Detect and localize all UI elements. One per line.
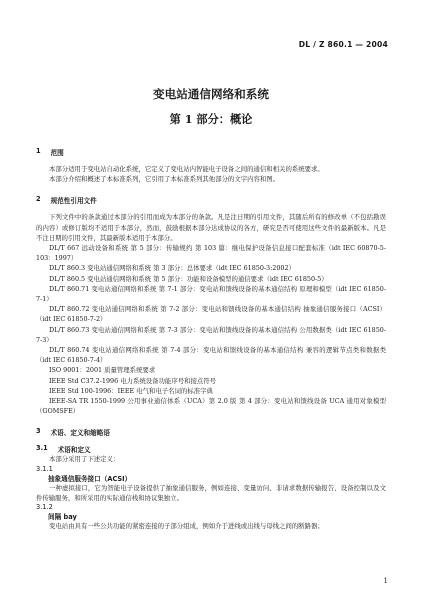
reference-item: DL/T 860.74 变电站通信网络和系统 第 7-4 部分：变电站和馈线设备的基本通信结构 兼容的逻辑节点类和数据类（idt IEC 61850-7-4） <box>36 346 386 365</box>
section-1-heading <box>36 147 386 157</box>
reference-item: IEEE Std 100-1996：IEEE 电气和电子名词的标准字典 <box>49 386 213 395</box>
reference-item: ISO 9001：2001 质量管理系统要求 <box>49 366 156 375</box>
paragraph: 本部分采用了下述定义： <box>49 455 120 464</box>
subsection-title: 术语和定义 <box>57 446 91 455</box>
reference-item: DL/T 860.71 变电站通信网络和系统 第 7-1 部分：变电站和馈线设备的基本通信结构 原理和模型（idt IEC 61850-7-1） <box>36 284 386 304</box>
section-2-heading <box>36 195 386 205</box>
paragraph: 本部分适用于变电站自动化系统，它定义了变电站内智能电子设备之间的通信和相关的系统要求。 <box>49 165 324 173</box>
reference-item: DL/T 667 远动设备和系统 第 5 部分：传输规约 第 103 篇：继电保护设备信息接口配套标准（idt IEC 60870-5-103：1997） <box>36 244 386 263</box>
document-subtitle: 第 1 部分：概论 <box>169 112 253 126</box>
reference-item: IEEE-SA TR 1550-1999 公用事业通信体系（UCA）第 2.0 版 第 4 部分：变电站和馈线设备 UCA 通用对象模型（GOMSFE） <box>36 397 386 416</box>
section-number: 1 <box>36 147 41 155</box>
term-definition: 一种虚拟接口，它为智能电子设备提供了抽象通信服务，例如连接、变量访问、非请求数据传输报告、设备控制以及文件传输服务，和所采用的实际通信栈和协议集独立。 <box>36 483 386 502</box>
section-title: 范围 <box>50 149 64 157</box>
clause-number: 3.1.1 <box>36 464 53 473</box>
subsection-3-1-heading <box>36 444 386 454</box>
subsection-number: 3.1 <box>36 444 48 453</box>
paragraph: 本部分介绍和概述了本标准系列，它引用了本标准系列其他部分的文字内容和图。 <box>49 175 280 184</box>
reference-item: DL/T 860.73 变电站通信网络和系统 第 7-3 部分：变电站和馈线设备的基本通信结构 公用数据类（idt IEC 61850-7-3） <box>36 325 386 344</box>
section-title: 规范性引用文件 <box>50 197 97 206</box>
term-name: 抽象通信服务接口（ACSI） <box>48 474 132 483</box>
reference-item: DL/T 860.3 变电站通信网络和系统 第 3 部分：总体要求（idt IEC 61850-3:2002） <box>49 264 295 273</box>
clause-number: 3.1.2 <box>36 503 53 512</box>
paragraph: 下列文件中的条款通过本部分的引用而成为本部分的条款。凡是注日期的引用文件，其随后所有的修改单（不包括勘误的内容）或修订版均不适用于本部分，然而，鼓励根据本部分达成协议的各方，研究是否可使用这些文件的最新版本。凡是不注日期的引用文件，其最新版本适用于本部分。 <box>36 213 386 242</box>
section-title: 术语、定义和缩略语 <box>50 429 110 438</box>
section-number: 3 <box>36 427 41 436</box>
section-3-heading <box>36 427 386 437</box>
document-title: 变电站通信网络和系统 <box>153 87 269 101</box>
term-name: 间隔 bay <box>48 513 77 522</box>
reference-item: DL/T 860.5 变电站通信网络和系统 第 5 部分：功能和设备模型的通信要求（idt IEC 61850-5） <box>49 274 328 283</box>
term-definition: 变电站由具有一些公共功能的紧密连接的子部分组成，例如介于进线或出线与母线之间的断路器； <box>49 522 324 531</box>
page-number: 1 <box>383 577 388 585</box>
reference-item: DL/T 860.72 变电站通信网络和系统 第 7-2 部分：变电站和馈线设备的基本通信结构 抽象通信服务接口（ACSI）（idt IEC 61850-7-2） <box>36 305 386 324</box>
reference-item: IEEE Std C37.2-1996 电力系统设备功能序号和接点符号 <box>49 376 217 385</box>
standard-number: DL / Z 860.1 — 2004 <box>298 40 388 49</box>
section-number: 2 <box>36 195 41 204</box>
